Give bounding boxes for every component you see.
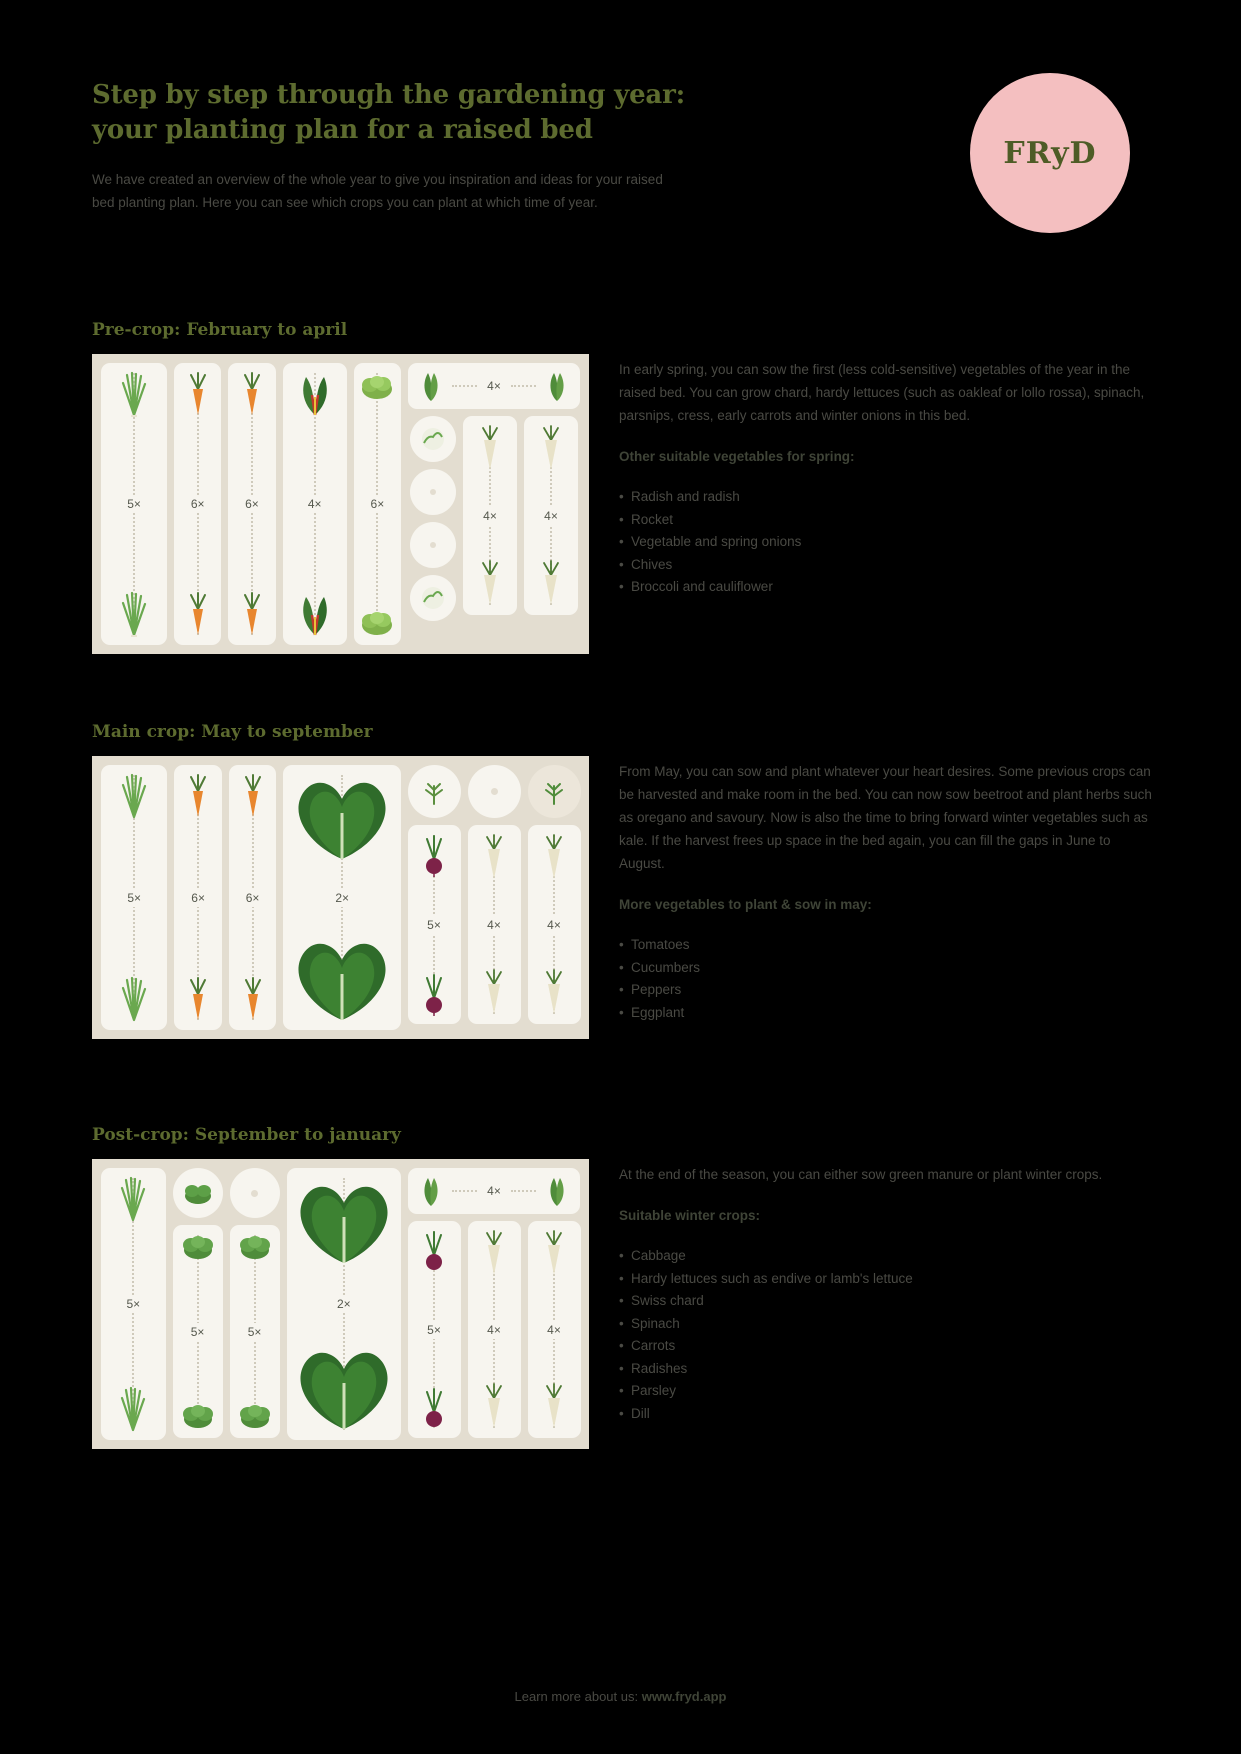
bed-cell-kale (287, 1168, 401, 1440)
bed-cell-herb-2 (468, 765, 521, 818)
bed-cell-cress-1 (410, 416, 456, 462)
kale-icon (289, 773, 395, 861)
footer (0, 1689, 1241, 1704)
beetroot-icon (422, 833, 446, 877)
list-item: • Vegetable and spring onions (619, 531, 1152, 554)
plant-count: 6× (368, 495, 388, 513)
swiss-chard-icon (292, 591, 338, 637)
bed-cell-parsnip-1 (468, 1221, 521, 1438)
section-subhead: More vegetables to plant & sow in may: (619, 897, 872, 912)
kale-icon (291, 1176, 397, 1266)
plant-count: 6× (188, 889, 208, 907)
list-item: • Swiss chard (619, 1290, 1152, 1313)
bed-cell-swiss-chard (283, 363, 347, 645)
list-item: • Cucumbers (619, 957, 1152, 980)
bed-cell-carrot-1 (174, 765, 221, 1030)
beetroot-icon (422, 972, 446, 1016)
kale-icon (291, 1342, 397, 1432)
spacing-dots (511, 385, 536, 387)
spring-onion-icon (120, 1176, 146, 1222)
bed-cell-parsnip-2 (528, 825, 581, 1024)
bed-group-right-pre-crop (408, 363, 580, 645)
spacing-dots (452, 385, 477, 387)
section-title-main-crop: Main crop: May to september (92, 722, 373, 742)
footer-text: Learn more about us: (514, 1689, 642, 1704)
list-item: • Tomatoes (619, 934, 1152, 957)
bed-group-lambs-lettuce (173, 1168, 280, 1440)
parsnip-icon (541, 968, 567, 1016)
spring-onion-icon (121, 976, 147, 1022)
plant-count: 5× (245, 1323, 265, 1341)
spring-onion-icon (120, 1386, 146, 1432)
bed-cell-parsnip-1 (463, 416, 517, 615)
section-title-post-crop: Post-crop: September to january (92, 1125, 401, 1145)
beetroot-icon (422, 1229, 446, 1273)
section-body-post-crop (92, 1159, 1152, 1449)
bed-cell-beetroot (408, 825, 461, 1024)
cress-icon (418, 586, 448, 610)
beetroot-icon (422, 1386, 446, 1430)
spacing-dots (511, 1190, 536, 1192)
plant-count: 5× (123, 1295, 143, 1313)
section-body-pre-crop (92, 354, 1152, 654)
parsnip-icon (541, 1229, 567, 1277)
carrot-icon (187, 371, 209, 417)
section-main-crop (92, 722, 1152, 1039)
section-subhead: Other suitable vegetables for spring: (619, 449, 855, 464)
parsnip-icon (541, 1382, 567, 1430)
plant-count: 5× (124, 495, 144, 513)
spacing-dots (452, 1190, 477, 1192)
spring-onion-icon (121, 773, 147, 819)
bed-cell-beetroot (408, 1221, 461, 1438)
section-paragraph: From May, you can sow and plant whatever your heart desires. Some previous crops can be harvested and make room in the bed. You can now sow beetroot and plant herbs such as oregano and savoury. Now is also the time to bring forward winter vegetables such as kale. If the harvest frees up space in the bed again, you can fill the gaps in June to August. (619, 764, 1152, 871)
bed-cell-kale (283, 765, 401, 1030)
carrot-icon (242, 773, 264, 819)
bed-cell-spring-onion (101, 1168, 166, 1440)
bed-cell-spring-onion (101, 765, 167, 1030)
section-paragraph: In early spring, you can sow the first (less cold-sensitive) vegetables of the year in the raised bed. You can grow chard, hardy lettuces (such as oakleaf or lollo rossa), spinach, parsnips, cress, early carrots and winter onions in this bed. (619, 362, 1145, 423)
intro-paragraph: We have created an overview of the whole year to give you inspiration and ideas for your raised bed planting plan. Here you can see which crops you can plant at which time of year. (92, 172, 663, 210)
plant-count: 5× (124, 889, 144, 907)
bed-group-right-main-crop (408, 765, 580, 1030)
section-text-post-crop (589, 1159, 1152, 1425)
pea-icon (416, 369, 446, 403)
plant-count: 4× (544, 1321, 564, 1339)
bed-cell-carrot-2 (228, 363, 275, 645)
list-item: • Eggplant (619, 1002, 1152, 1025)
endive-icon (238, 1233, 272, 1261)
oregano-icon (419, 778, 449, 806)
plant-count: 4× (487, 379, 501, 393)
plant-count: 4× (544, 916, 564, 934)
list-item: • Carrots (619, 1335, 1152, 1358)
bed-cell-parsnip-2 (524, 416, 578, 615)
spring-onion-icon (121, 371, 147, 417)
section-body-main-crop (92, 756, 1152, 1039)
pea-icon (542, 1174, 572, 1208)
plant-count: 5× (424, 1321, 444, 1339)
plant-count: 5× (188, 1323, 208, 1341)
section-text-pre-crop (589, 354, 1152, 599)
bed-cell-cress-2 (410, 469, 456, 515)
list-item: • Broccoli and cauliflower (619, 576, 1152, 599)
section-title-pre-crop: Pre-crop: February to april (92, 320, 348, 340)
bed-cell-parsnip-2 (528, 1221, 581, 1438)
list-item: • Hardy lettuces such as endive or lamb's lettuce (619, 1268, 1152, 1291)
list-item: • Radishes (619, 1358, 1152, 1381)
lettuce-icon (360, 371, 394, 401)
plant-count: 4× (480, 507, 500, 525)
bed-cell-carrot-1 (174, 363, 221, 645)
list-item: • Parsley (619, 1380, 1152, 1403)
plant-count: 2× (332, 889, 352, 907)
section-pre-crop (92, 320, 1152, 654)
bed-cell-endive-2 (230, 1225, 280, 1438)
bed-cell-pea-row (408, 1168, 580, 1214)
plant-count: 5× (424, 916, 444, 934)
footer-link[interactable]: www.fryd.app (641, 1689, 727, 1704)
carrot-icon (187, 591, 209, 637)
bed-cell-cress-4 (410, 575, 456, 621)
plant-count: 4× (484, 1321, 504, 1339)
kale-icon (289, 934, 395, 1022)
carrot-icon (187, 773, 209, 819)
pea-icon (416, 1174, 446, 1208)
section-list-main-crop (619, 934, 1152, 1024)
parsnip-icon (481, 833, 507, 881)
parsnip-icon (477, 559, 503, 607)
carrot-icon (241, 371, 263, 417)
list-item: • Peppers (619, 979, 1152, 1002)
list-item: • Radish and radish (619, 486, 1152, 509)
carrot-icon (241, 591, 263, 637)
plant-count: 4× (541, 507, 561, 525)
list-item: • Cabbage (619, 1245, 1152, 1268)
parsnip-icon (477, 424, 503, 472)
raised-bed-diagram-main-crop (92, 756, 589, 1039)
bed-cell-lambs-lettuce-top (173, 1168, 223, 1218)
plant-count: 6× (243, 889, 263, 907)
plant-count: 4× (484, 916, 504, 934)
section-post-crop (92, 1125, 1152, 1449)
title-line-2: your planting plan for a raised bed (92, 115, 593, 145)
parsnip-icon (538, 424, 564, 472)
lettuce-icon (360, 607, 394, 637)
bed-cell-lettuce (354, 363, 401, 645)
raised-bed-diagram-pre-crop (92, 354, 589, 654)
plant-count: 4× (487, 1184, 501, 1198)
bed-cell-parsnip-1 (468, 825, 521, 1024)
bed-cell-cress-3 (410, 522, 456, 568)
bed-cell-herb-3 (528, 765, 581, 818)
list-item: • Rocket (619, 509, 1152, 532)
bed-cell-empty (230, 1168, 280, 1218)
title-line-1: Step by step through the gardening year: (92, 80, 685, 110)
page-title (92, 78, 732, 148)
bed-group-right-post-crop (408, 1168, 580, 1440)
section-list-post-crop (619, 1245, 1152, 1425)
plant-count: 6× (242, 495, 262, 513)
bed-cell-carrot-2 (229, 765, 276, 1030)
bed-group-cress-circles (410, 416, 456, 621)
parsnip-icon (481, 968, 507, 1016)
section-list-pre-crop (619, 486, 1152, 599)
section-paragraph: At the end of the season, you can either sow green manure or plant winter crops. (619, 1167, 1103, 1182)
header (92, 78, 1152, 214)
parsnip-icon (481, 1229, 507, 1277)
plant-count: 2× (334, 1295, 354, 1313)
fryd-logo (970, 73, 1130, 233)
logo-text: FRyD (1003, 135, 1097, 171)
bed-cell-herb-1 (408, 765, 461, 818)
bed-cell-spring-onion (101, 363, 167, 645)
carrot-icon (242, 976, 264, 1022)
list-item: • Chives (619, 554, 1152, 577)
section-text-main-crop (589, 756, 1152, 1024)
savoury-icon (539, 778, 569, 806)
carrot-icon (187, 976, 209, 1022)
plant-count: 4× (305, 495, 325, 513)
list-item: • Dill (619, 1403, 1152, 1426)
pea-icon (542, 369, 572, 403)
endive-icon (181, 1233, 215, 1261)
endive-icon (238, 1402, 272, 1430)
raised-bed-diagram-post-crop (92, 1159, 589, 1449)
parsnip-icon (541, 833, 567, 881)
swiss-chard-icon (292, 371, 338, 417)
endive-icon (181, 1402, 215, 1430)
cress-icon (418, 427, 448, 451)
section-subhead: Suitable winter crops: (619, 1208, 761, 1223)
lambs-lettuce-icon (182, 1180, 214, 1206)
spring-onion-icon (121, 591, 147, 637)
plant-count: 6× (188, 495, 208, 513)
bed-cell-pea-row (408, 363, 580, 409)
list-item: • Spinach (619, 1313, 1152, 1336)
parsnip-icon (481, 1382, 507, 1430)
parsnip-icon (538, 559, 564, 607)
bed-cell-endive-1 (173, 1225, 223, 1438)
